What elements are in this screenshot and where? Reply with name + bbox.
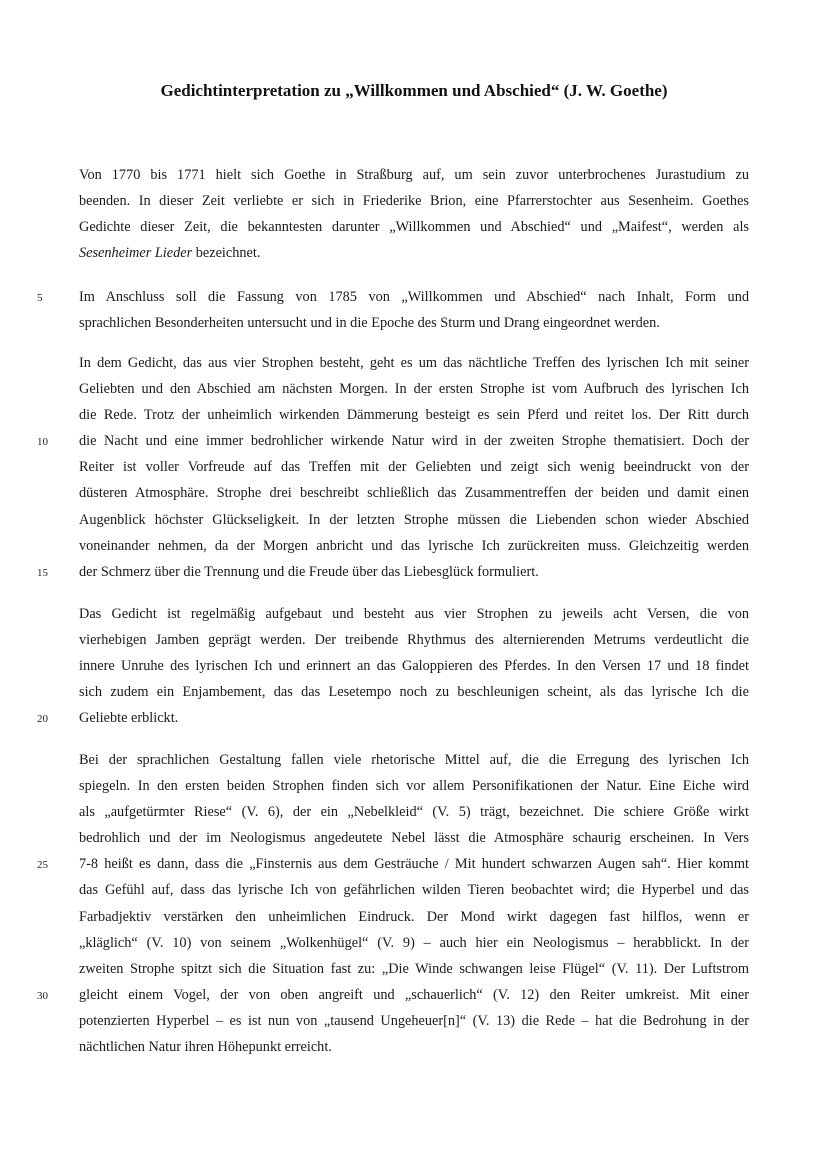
text-line: innere Unruhe des lyrischen Ich und erinnert an das Galoppieren des Pferdes. In den Versen 17 und 18 findet [79,658,749,675]
text-line: die Rede. Trotz der unheimlich wirkenden Dämmerung besteigt es sein Pferd und reitet los. Der Ritt durch [79,407,749,424]
text-line: das Gefühl auf, dass das lyrische Ich von gefährlichen wilden Tieren beobachtet wird; die Hyperbel und das [79,882,749,899]
paragraph-1 [79,162,749,266]
line-number: 30 [37,989,48,1002]
text-line: nächtlichen Natur ihren Höhepunkt erreicht. [79,1039,332,1056]
text-line: voneinander nehmen, da der Morgen anbricht und das lyrische Ich zurückreiten muss. Gleichzeitig werden [79,537,749,554]
text-fragment: gleicht einem Vogel, der von oben angreift und „schauerlich“ (V. 12) den Reiter umkreist. Mit einer [79,986,749,1003]
text-line: beenden. In dieser Zeit verliebte er sich in Friederike Brion, eine Pfarrerstochter aus Sesenheim. Goethes [79,193,749,210]
text-line: „kläglich“ (V. 10) von seinem „Wolkenhügel“ (V. 9) – auch hier ein Neologismus – herabblickt. In der [79,934,749,951]
text-line: Farbadjektiv verstärken den unheimlichen Eindruck. Der Mond wirkt dagegen fast hilflos, wenn er [79,908,749,925]
text-line: Geliebten und den Abschied am nächsten Morgen. In der ersten Strophe ist vom Aufbruch des lyrischen Ich [79,381,749,398]
text-fragment: bezeichnet. [192,245,261,262]
text-line: vierhebigen Jamben geprägt werden. Der treibende Rhythmus des alternierenden Metrums verdeutlicht die [79,632,749,649]
text-fragment: Geliebte erblickt. [79,710,179,727]
text-line [79,240,749,266]
text-line: Von 1770 bis 1771 hielt sich Goethe in Straßburg auf, um sein zuvor unterbrochenes Jurastudium zu [79,167,749,183]
line-number: 20 [37,713,48,726]
line-number: 5 [37,292,43,304]
text-line: bedrohlich und der im Neologismus angedeutete Nebel lässt die Atmosphäre schaurig erscheinen. In Vers [79,830,749,847]
text-line: zweiten Strophe spitzt sich die Situation fast zu: „Die Winde schwangen leise Flügel“ (V. 11). Der Luftstrom [79,960,749,977]
italic-term: Sesenheimer Lieder [79,245,193,262]
paragraph-3 [37,350,749,585]
text-line: Bei der sprachlichen Gestaltung fallen viele rhetorische Mittel auf, die die Erregung des lyrischen Ich [79,752,749,768]
document-title: Gedichtinterpretation zu „Willkommen und Abschied“ (J. W. Goethe) [160,81,668,100]
text-line [37,284,749,310]
text-line [37,559,749,585]
text-line: potenzierten Hyperbel – es ist nun von „tausend Ungeheuer[n]“ (V. 13) die Rede – hat die Bedrohung in der [79,1012,749,1029]
paragraph-2 [37,284,749,336]
text-line: düsteren Atmosphäre. Strophe drei beschreibt schließlich das Zusammentreffen der beiden und damit einen [79,485,749,502]
text-line [37,851,749,877]
text-fragment: die Nacht und eine immer bedrohlicher wirkende Natur wird in der zweiten Strophe thematisiert. Doch der [79,433,749,450]
text-line [37,705,749,731]
text-line: Gedichte dieser Zeit, die bekanntesten darunter „Willkommen und Abschied“ und „Maifest“, werden als [79,219,749,236]
text-line: Augenblick höchster Glückseligkeit. In der letzten Strophe müssen die Liebenden schon wieder Abschied [79,511,749,528]
text-line: sprachlichen Besonderheiten untersucht und in die Epoche des Sturm und Drang eingeordnet werden. [79,315,660,332]
text-line: Das Gedicht ist regelmäßig aufgebaut und besteht aus vier Strophen zu jeweils acht Versen, die von [79,606,749,622]
line-number: 10 [37,436,48,449]
text-line: In dem Gedicht, das aus vier Strophen besteht, geht es um das nächtliche Treffen des lyrischen Ich mit seiner [79,355,749,371]
paragraph-4 [37,601,749,731]
text-fragment: Im Anschluss soll die Fassung von 1785 von „Willkommen und Abschied“ nach Inhalt, Form und [79,289,749,305]
text-line: Reiter ist voller Vorfreude auf das Treffen mit der Geliebten und zeigt sich wenig beeindruckt von der [79,459,749,476]
text-fragment: der Schmerz über die Trennung und die Freude über das Liebesglück formuliert. [79,563,539,580]
text-line: als „aufgetürmter Riese“ (V. 6), der ein „Nebelkleid“ (V. 5) trägt, bezeichnet. Die schiere Größe wirkt [79,804,749,821]
paragraph-5 [37,747,749,1060]
text-fragment: 7-8 heißt es dann, dass die „Finsternis aus dem Gesträuche / Mit hundert schwarzen Augen sah“. Hier kommt [79,856,749,873]
text-line: spiegeln. In den ersten beiden Strophen finden sich vor allem Personifikationen der Natur. Eine Eiche wird [79,778,749,795]
line-number: 25 [37,859,48,872]
text-line: sich zudem ein Enjambement, das das Lesetempo noch zu beschleunigen scheint, als das lyrische Ich die [79,684,749,701]
text-line [37,982,749,1008]
line-number: 15 [37,566,48,579]
text-line [37,428,749,454]
